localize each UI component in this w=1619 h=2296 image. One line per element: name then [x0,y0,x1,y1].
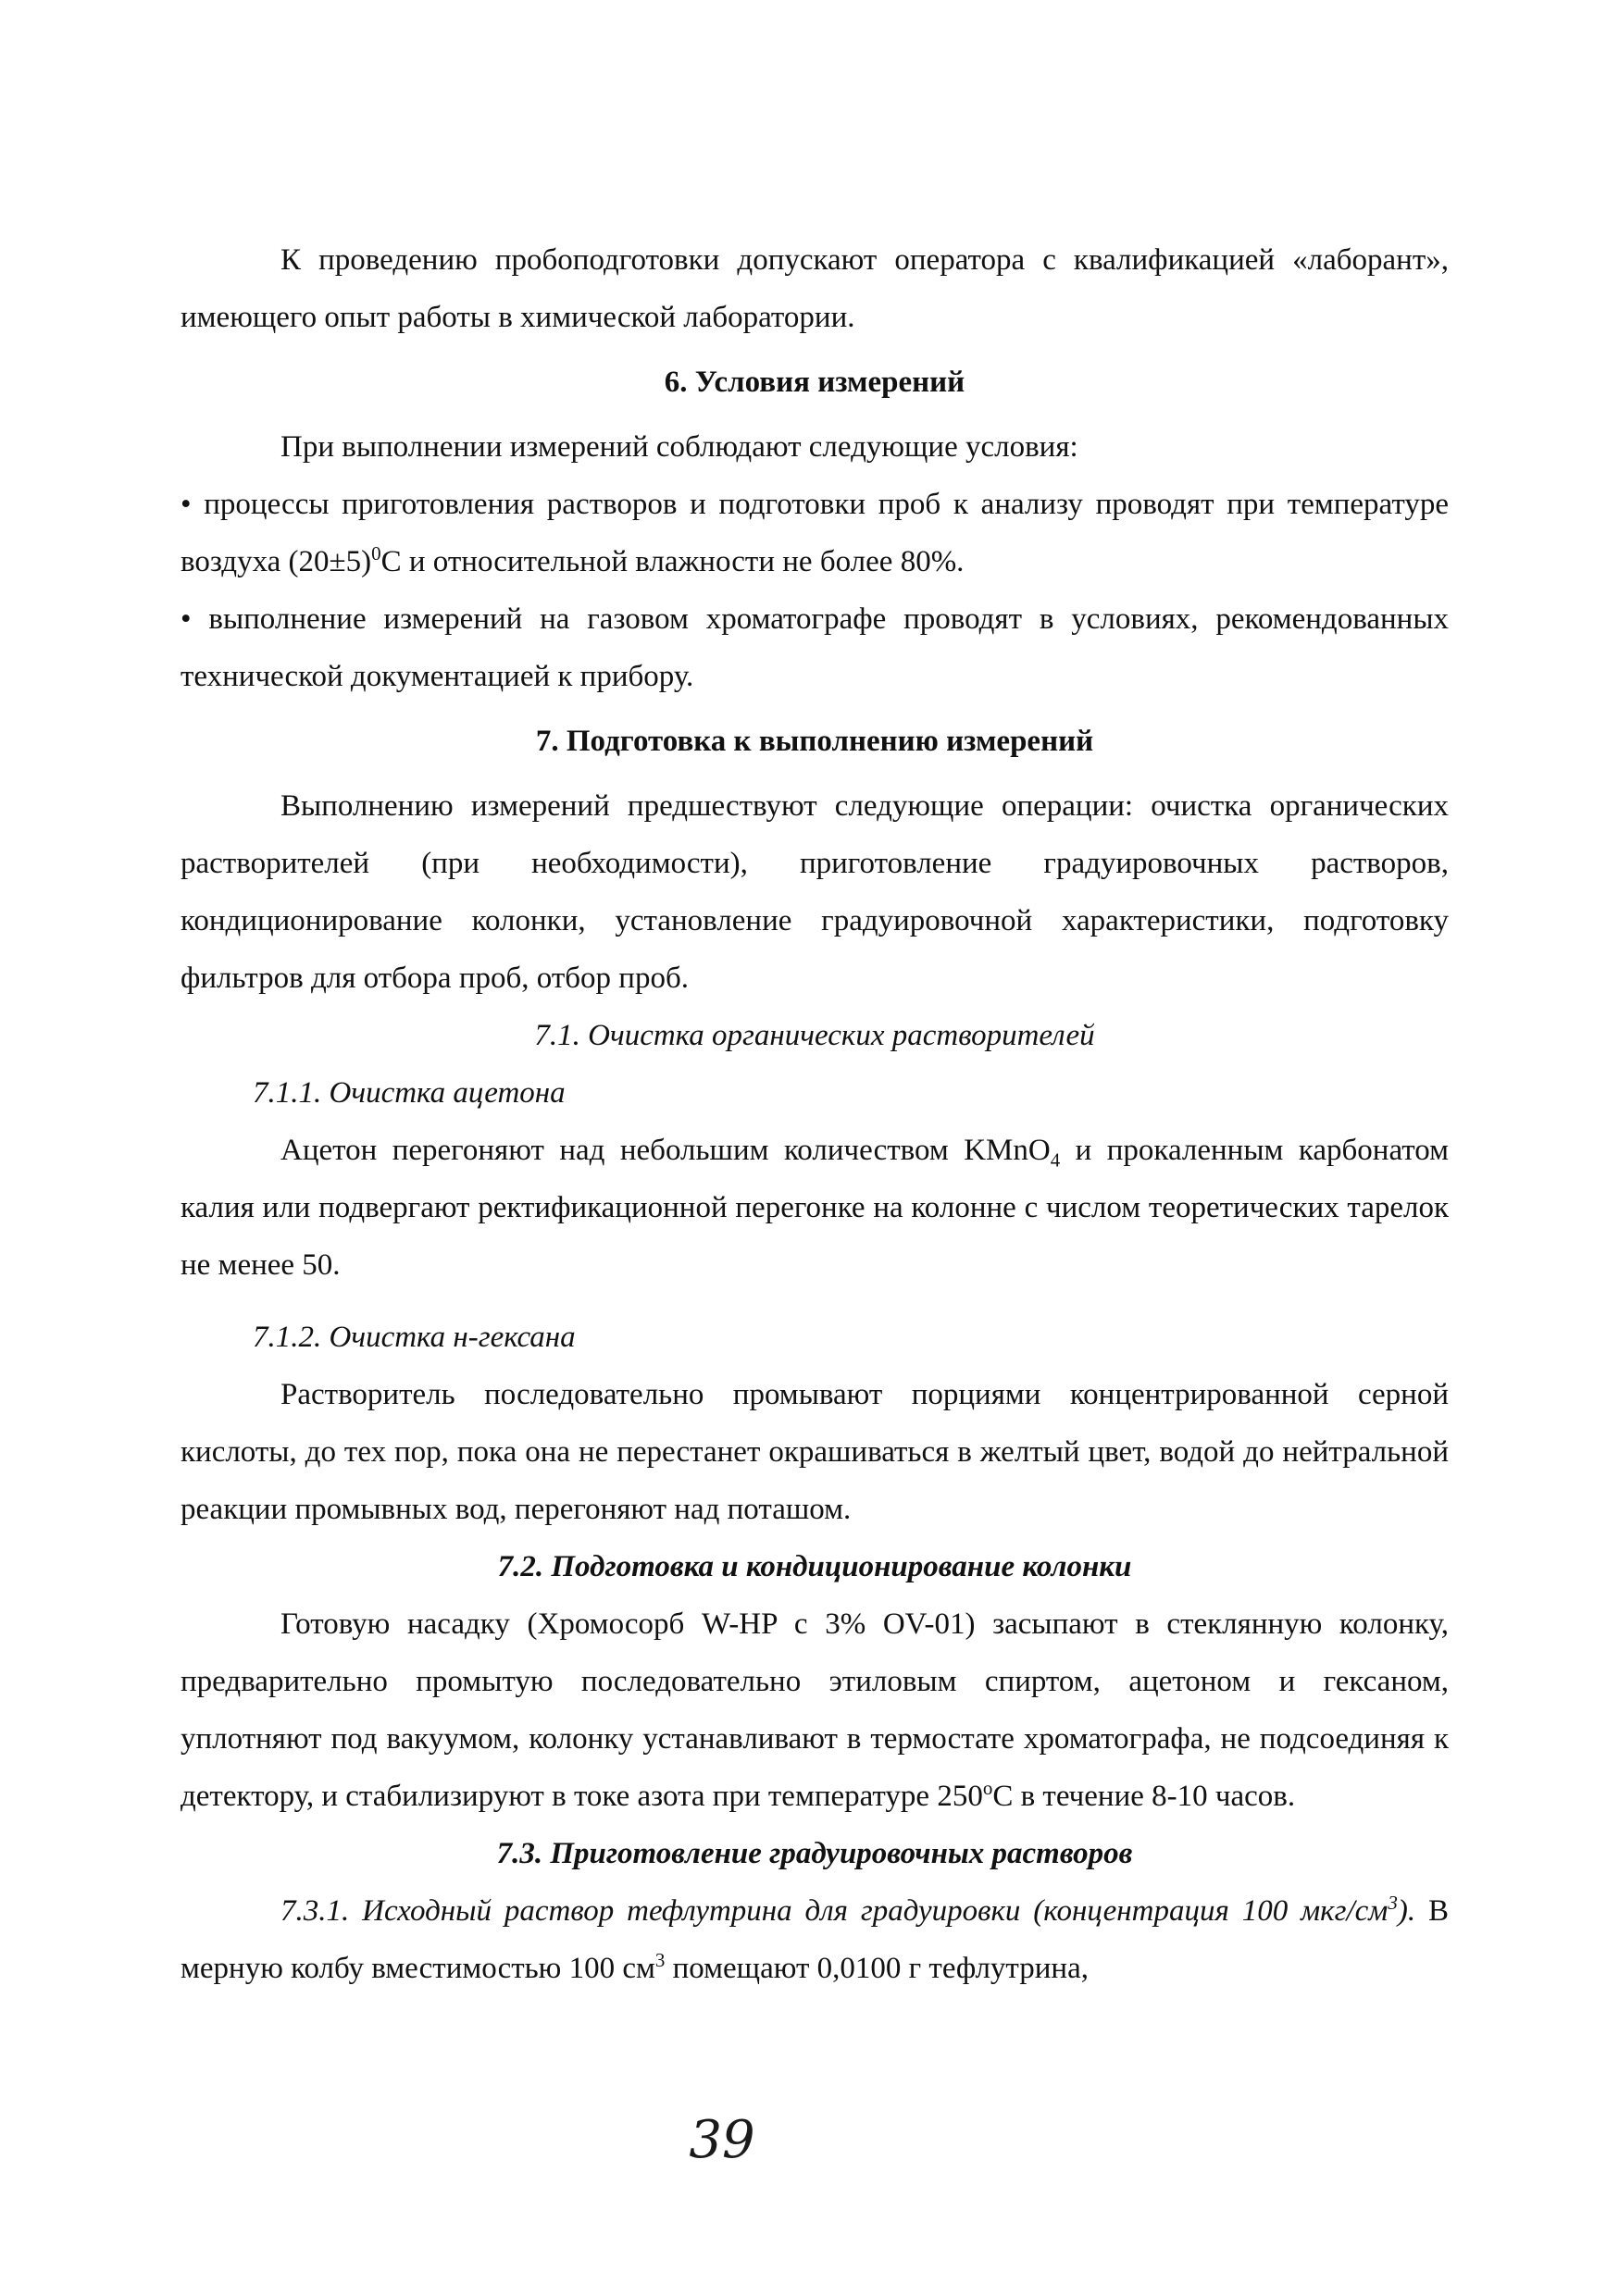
page-number: 39 [689,2110,755,2170]
section-7-3-1-heading: 7.3.1. Исходный раствор тефлутрина для градуировки (концентрация 100 мкг/$см^3$). [280,1892,1416,1928]
unit-superscript: 3 [654,1949,666,1971]
section-7-2-heading: 7.2. Подготовка и кондиционирование колонки [497,1550,1132,1583]
unit-superscript: 3 [1388,1892,1398,1914]
column-text: Готовую насадку (Хромосорб W-HP с 3% OV-01) засыпают в стеклянную колонку, предварительно промытую последовательно этиловым спиртом, ацетоном и гексаном, уплотняют под вакуумом, колонку устанавливают в термостате хроматографа, не подсоединяя к детектору, и стабилизируют в токе азота при температуре 250 [181,1607,1449,1813]
section-7-1-1-text [181,1122,1449,1294]
bullet-text-tail: С и относительной влажности не более 80%. [380,545,965,578]
bullet-mark: • [181,602,192,636]
section-7-heading: 7. Подготовка к выполнению измерений [535,725,1094,758]
section-6-heading: 6. Условия измерений [664,366,965,399]
section-7-1-1-heading: 7.1.1. Очистка ацетона [253,1076,566,1110]
section-7-1-2-text: Растворитель последовательно промывают порциями концентрированной серной кислоты, до тех пор, пока она не перестанет окрашиваться в желтый цвет, водой до нейтральной реакции промывных вод, перегоняют над поташом. [181,1378,1449,1526]
acetone-text: Ацетон перегоняют над небольшим количеством KMnO [280,1134,1051,1167]
acetone-text-tail: и прокаленным карбонатом калия или подвергают ректификационной перегонке на колонне с числом теоретических тарелок не менее 50. [181,1134,1449,1282]
degree-superscript: о [982,1777,993,1799]
column-text-tail: С в течение 8-10 часов. [992,1780,1296,1813]
degree-superscript: 0 [371,542,381,565]
section-6-lead: При выполнении измерений соблюдают следующие условия: [280,430,1078,464]
section-7-3-heading: 7.3. Приготовление градуировочных растворов [496,1837,1133,1870]
section-7-1-heading: 7.1. Очистка органических растворителей [534,1019,1095,1052]
bullet-text: выполнение измерений на газовом хроматографе проводят в условиях, рекомендованных технической документацией к прибору. [181,602,1449,693]
section-6-bullet-2 [181,590,1449,705]
section-7-2-text [181,1595,1449,1825]
section-7-lead: Выполнению измерений предшествуют следующие операции: очистка органических растворителей (при необходимости), приготовление градуировочных растворов, кондиционирование колонки, установление градуировочной характеристики, подготовку фильтров для отбора проб, отбор проб. [181,789,1449,995]
bullet-mark: • [181,488,192,521]
section-7-1-2-heading: 7.1.2. Очистка н-гексана [253,1321,576,1354]
section-7-3-1-text-tail: помещают 0,0100 г тефлутрина, [665,1952,1089,1985]
formula-subscript: 4 [1050,1148,1061,1172]
intro-paragraph: К проведению пробоподготовки допускают оператора с квалификацией «лаборант», имеющего опыт работы в химической лаборатории. [181,243,1449,334]
section-7-3-1-paragraph [181,1882,1449,1997]
bullet-text: процессы приготовления растворов и подготовки проб к анализу проводят при температуре воздуха (20±5) [181,488,1449,578]
document-page [181,231,1449,1997]
section-7-3-1-text: В мерную колбу вместимостью 100 см [181,1894,1450,1985]
section-6-bullet-1 [181,476,1449,590]
